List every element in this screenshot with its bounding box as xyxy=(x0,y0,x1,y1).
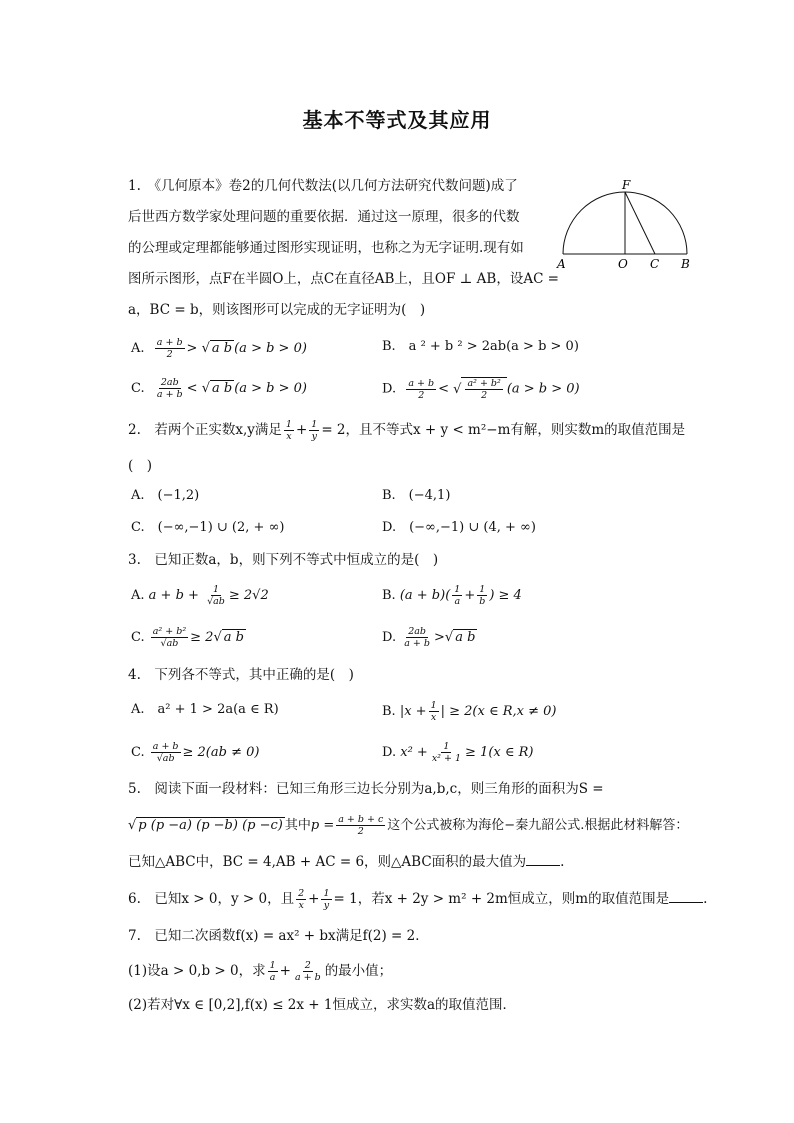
q5-line1: 5. 阅读下面一段材料：已知三角形三边长分别为a,b,c，则三角形的面积为S = xyxy=(128,781,604,797)
q1-option-d[interactable]: D. $\frac{a + b}{2}$ < √ $\frac{\text{a² + b²}}{2}$ (a > b > 0) xyxy=(382,377,580,401)
q2-option-c[interactable]: C. (−∞,−1) ∪ (2, + ∞) xyxy=(131,520,285,535)
q2-option-d[interactable]: D. (−∞,−1) ∪ (4, + ∞) xyxy=(382,520,536,535)
q7-line3: (2)若对∀x ∈ [0,2],f(x) ≤ 2x + 1恒成立，求实数a的取值范围． xyxy=(128,997,517,1013)
label-O: O xyxy=(618,257,628,271)
q7-line2: (1)设a > 0,b > 0，求 $\frac{1}{a}$ + $\frac{2}{a + b}$ 的最小值； xyxy=(128,960,393,983)
label-A: A xyxy=(557,257,566,271)
q2-option-a[interactable]: A. (−1,2) xyxy=(131,488,200,503)
q1-option-a[interactable]: A. $\frac{a + b}{2}$ > √ a b (a > b > 0) xyxy=(131,337,307,360)
q1-line5: a，BC = b，则该图形可以完成的无字证明为( ) xyxy=(128,302,426,318)
semicircle-figure xyxy=(553,176,703,272)
q7-line1: 7. 已知二次函数f(x) = ax² + bx满足f(2) = 2． xyxy=(128,928,429,944)
q1-line1: 1. 《几何原本》卷2的几何代数法(以几何方法研究代数问题)成了 xyxy=(128,178,518,194)
q3-option-c[interactable]: C. $\frac{\text{a² + b²}}{√ab}$ ≥ 2√ a b xyxy=(131,626,244,649)
q2-line1: 2. 若两个正实数x,y满足 $\frac{1}{x}$ + $\frac{1}{y}$ = 2，且不等式x + y < m²−m有解，则实数m的取值范围是 xyxy=(128,419,686,442)
q1-line3: 的公理或定理都能够通过图形实现证明，也称之为无字证明.现有如 xyxy=(128,240,524,256)
label-C: C xyxy=(650,257,660,271)
q1-option-c[interactable]: C. $\frac{2ab}{a + b}$ < √ a b (a > b > 0) xyxy=(131,377,308,400)
answer-blank[interactable] xyxy=(669,890,703,903)
q1-line2: 后世西方数学家处理问题的重要依据．通过这一原理，很多的代数 xyxy=(128,209,520,225)
q3-line1: 3. 已知正数a，b，则下列不等式中恒成立的是( ) xyxy=(128,552,439,568)
q6-line1: 6. 已知x > 0，y > 0，且 $\frac{2}{x}$ + $\frac{1}{y}$ = 1，若x + 2y > m² + 2m恒成立，则m的取值范围是 . xyxy=(128,888,708,911)
label-B: B xyxy=(681,257,690,271)
q2-line2: ( ) xyxy=(128,458,153,474)
answer-blank[interactable] xyxy=(526,853,560,866)
q5-line2: √ p (p −a) (p −b) (p −c) 其中p = $\frac{a + b + c}{2}$ 这个公式被称为海伦−秦九韶公式.根据此材料解答： xyxy=(128,814,689,837)
q3-option-a[interactable]: A. a + b + $\frac{1}{√ab}$ ≥ 2√2 xyxy=(131,584,269,607)
q3-option-b[interactable]: B. (a + b)( $\frac{1}{a}$ + $\frac{1}{b}$ ) ≥ 4 xyxy=(382,584,522,607)
q4-option-a[interactable]: A. a² + 1 > 2a(a ∈ R) xyxy=(131,702,279,717)
q3-option-d[interactable]: D. $\frac{2ab}{a + b}$ >√ a b xyxy=(382,626,476,649)
q2-option-b[interactable]: B. (−4,1) xyxy=(382,488,451,503)
q4-option-d[interactable]: D. x² + $\frac{1}{\text{x² + 1}}$ ≥ 1(x ∈ R) xyxy=(382,741,534,764)
q4-option-c[interactable]: C. $\frac{a + b}{√ab}$ ≥ 2(ab ≠ 0) xyxy=(131,741,260,764)
label-F: F xyxy=(622,178,631,192)
q4-option-b[interactable]: B. |x + $\frac{1}{x}$ | ≥ 2(x ∈ R,x ≠ 0) xyxy=(382,700,557,723)
q4-line1: 4. 下列各不等式，其中正确的是( ) xyxy=(128,667,354,683)
q1-option-b[interactable]: B. a ² + b ² > 2ab(a > b > 0) xyxy=(382,339,579,354)
q5-line3: 已知△ABC中，BC = 4,AB + AC = 6，则△ABC面积的最大值为 . xyxy=(128,854,565,870)
q1-line4: 图所示图形，点F在半圆O上，点C在直径AB上，且OF ⊥ AB，设AC = xyxy=(128,271,559,287)
page-title: 基本不等式及其应用 xyxy=(302,108,492,132)
